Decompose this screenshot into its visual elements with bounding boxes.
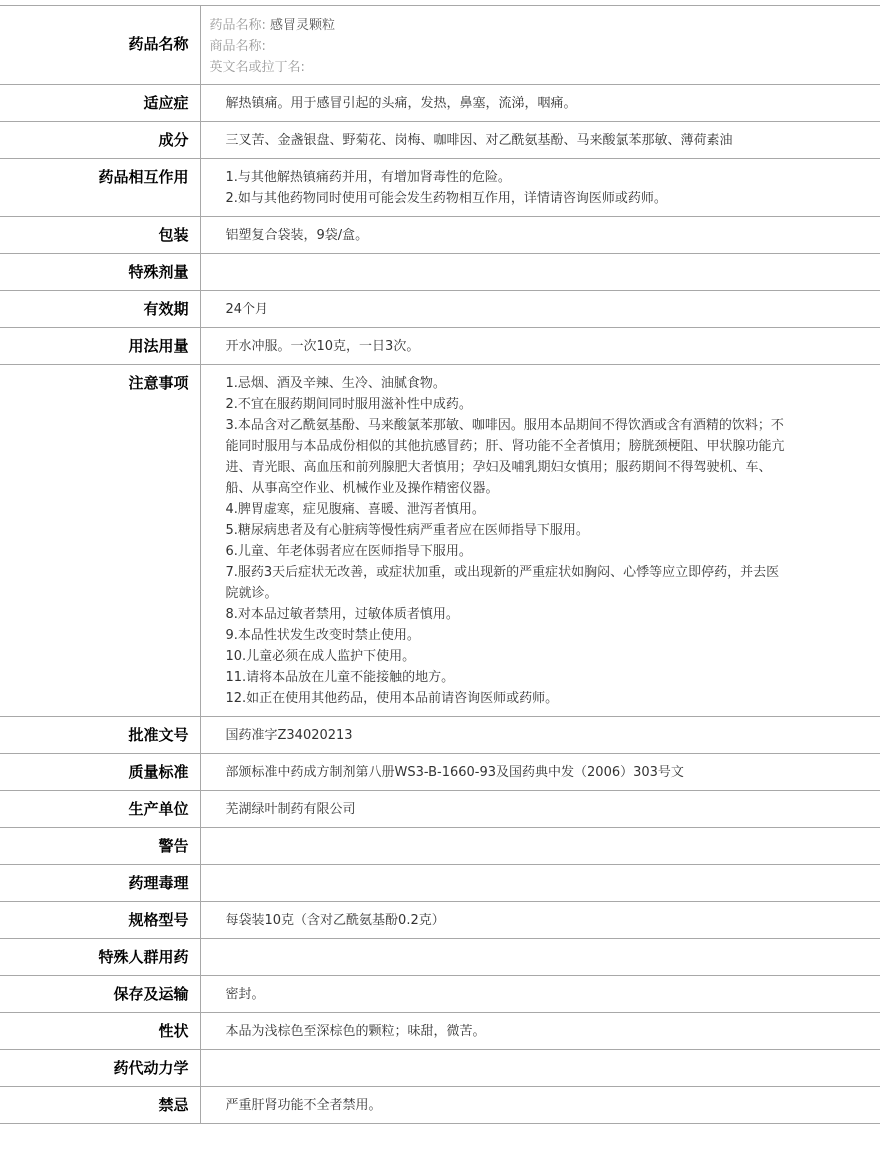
row-value <box>200 939 880 976</box>
row-label: 药理毒理 <box>0 865 200 902</box>
table-row <box>0 1087 880 1124</box>
value-line: 7.服药3天后症状无改善，或症状加重，或出现新的严重症状如胸闷、心悸等应立即停药，并去医院就诊。 <box>225 565 780 601</box>
row-label: 质量标准 <box>0 754 200 791</box>
trade-name-line <box>210 36 789 57</box>
table-row <box>0 939 880 976</box>
row-value <box>200 791 880 828</box>
row-label: 规格型号 <box>0 902 200 939</box>
row-value <box>200 828 880 865</box>
table-row <box>0 791 880 828</box>
value-line: 2.不宜在服药期间同时服用滋补性中成药。 <box>225 397 472 412</box>
value-line: 每袋装10克（含对乙酰氨基酚0.2克） <box>225 913 445 928</box>
value-line: 24个月 <box>225 302 269 317</box>
row-label: 生产单位 <box>0 791 200 828</box>
row-value <box>200 291 880 328</box>
row-label: 包装 <box>0 217 200 254</box>
row-value <box>200 754 880 791</box>
row-value <box>200 254 880 291</box>
table-row <box>0 291 880 328</box>
row-value <box>200 976 880 1013</box>
drug-info-table <box>0 5 880 1124</box>
drug-name-cell <box>200 6 880 85</box>
row-label: 有效期 <box>0 291 200 328</box>
row-label: 注意事项 <box>0 365 200 717</box>
table-row <box>0 828 880 865</box>
table-row <box>0 754 880 791</box>
value-line: 3.本品含对乙酰氨基酚、马来酸氯苯那敏、咖啡因。服用本品期间不得饮酒或含有酒精的饮料；不能同时服用与本品成份相似的其他抗感冒药；肝、肾功能不全者慎用；膀胱颈梗阻、甲状腺功能亢进、青光眼、高血压和前列腺肥大者慎用；孕妇及哺乳期妇女慎用；服药期间不得驾驶机、车、船、从事高空作业、机械作业及操作精密仪器。 <box>225 418 785 496</box>
value-line: 部颁标准中药成方制剂第八册WS3-B-1660-93及国药典中发（2006）303号文 <box>225 765 684 780</box>
row-value <box>200 902 880 939</box>
row-value <box>200 85 880 122</box>
row-value <box>200 1013 880 1050</box>
generic-name-value: 感冒灵颗粒 <box>270 18 336 33</box>
value-line: 8.对本品过敏者禁用，过敏体质者慎用。 <box>225 607 459 622</box>
row-value <box>200 328 880 365</box>
row-label: 禁忌 <box>0 1087 200 1124</box>
table-row <box>0 717 880 754</box>
table-row <box>0 1013 880 1050</box>
row-value <box>200 217 880 254</box>
row-label: 药品相互作用 <box>0 159 200 217</box>
value-line: 严重肝肾功能不全者禁用。 <box>225 1098 382 1113</box>
value-line: 铝塑复合袋装，9袋/盒。 <box>225 228 369 243</box>
table-row <box>0 85 880 122</box>
row-label: 药代动力学 <box>0 1050 200 1087</box>
row-label: 批准文号 <box>0 717 200 754</box>
table-row <box>0 365 880 717</box>
row-value <box>200 717 880 754</box>
value-line: 9.本品性状发生改变时禁止使用。 <box>225 628 420 643</box>
value-line: 11.请将本品放在儿童不能接触的地方。 <box>225 670 455 685</box>
table-row <box>0 865 880 902</box>
row-label: 药品名称 <box>0 6 200 85</box>
row-label: 性状 <box>0 1013 200 1050</box>
table-row <box>0 976 880 1013</box>
table-row <box>0 122 880 159</box>
row-label: 特殊剂量 <box>0 254 200 291</box>
trade-name-label: 商品名称: <box>209 39 266 54</box>
generic-name-label: 药品名称: <box>209 18 266 33</box>
value-line: 12.如正在使用其他药品，使用本品前请咨询医师或药师。 <box>225 691 559 706</box>
generic-name-line <box>210 15 789 36</box>
row-label: 适应症 <box>0 85 200 122</box>
value-line: 密封。 <box>225 987 265 1002</box>
value-line: 4.脾胃虚寒，症见腹痛、喜暖、泄泻者慎用。 <box>225 502 485 517</box>
drug-info-table-body <box>0 6 880 1124</box>
value-line: 6.儿童、年老体弱者应在医师指导下服用。 <box>225 544 472 559</box>
row-value <box>200 865 880 902</box>
table-row <box>0 159 880 217</box>
table-row <box>0 902 880 939</box>
value-line: 三叉苦、金盏银盘、野菊花、岗梅、咖啡因、对乙酰氨基酚、马来酸氯苯那敏、薄荷素油 <box>225 133 733 148</box>
value-line: 芜湖绿叶制药有限公司 <box>225 802 356 817</box>
english-name-label: 英文名或拉丁名: <box>209 60 305 75</box>
row-value <box>200 365 880 717</box>
value-line: 国药准字Z34020213 <box>225 728 353 743</box>
value-line: 2.如与其他药物同时使用可能会发生药物相互作用，详情请咨询医师或药师。 <box>225 191 667 206</box>
row-value <box>200 122 880 159</box>
row-value <box>200 1087 880 1124</box>
value-line: 1.与其他解热镇痛药并用，有增加肾毒性的危险。 <box>225 170 511 185</box>
row-label: 警告 <box>0 828 200 865</box>
value-line: 1.忌烟、酒及辛辣、生冷、油腻食物。 <box>225 376 446 391</box>
value-line: 10.儿童必须在成人监护下使用。 <box>225 649 416 664</box>
english-name-line <box>210 57 789 78</box>
value-line: 5.糖尿病患者及有心脏病等慢性病严重者应在医师指导下服用。 <box>225 523 589 538</box>
table-row <box>0 254 880 291</box>
value-line: 解热镇痛。用于感冒引起的头痛，发热，鼻塞，流涕，咽痛。 <box>225 96 577 111</box>
row-label: 保存及运输 <box>0 976 200 1013</box>
value-line: 本品为浅棕色至深棕色的颗粒；味甜，微苦。 <box>225 1024 486 1039</box>
table-row <box>0 1050 880 1087</box>
row-label: 成分 <box>0 122 200 159</box>
row-label: 用法用量 <box>0 328 200 365</box>
row-label: 特殊人群用药 <box>0 939 200 976</box>
value-line: 开水冲服。一次10克，一日3次。 <box>225 339 420 354</box>
row-drug-name <box>0 6 880 85</box>
row-value <box>200 1050 880 1087</box>
row-value <box>200 159 880 217</box>
table-row <box>0 217 880 254</box>
table-row <box>0 328 880 365</box>
